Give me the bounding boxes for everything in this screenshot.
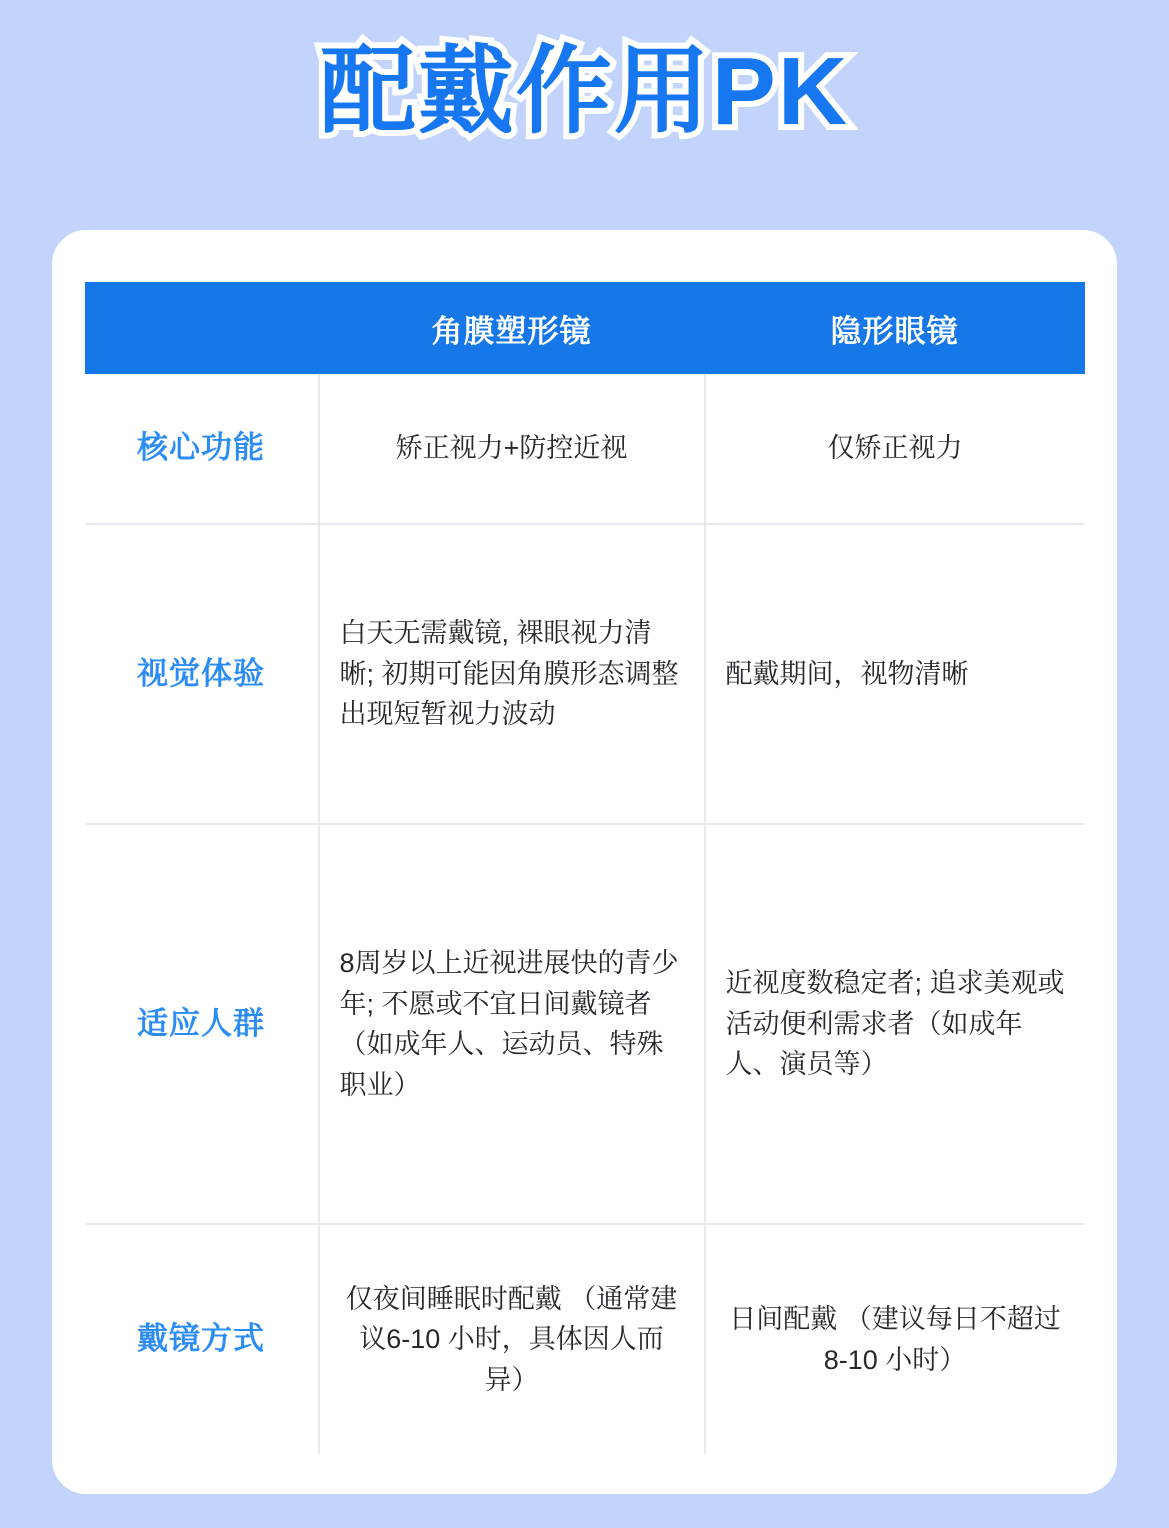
- table-row: [85, 1224, 1085, 1454]
- table-row: [85, 824, 1085, 1224]
- header-contact-lens: 隐形眼镜: [705, 282, 1085, 374]
- comparison-card: [52, 230, 1117, 1494]
- table-body: [85, 374, 1085, 1454]
- row-label-visual-experience: 视觉体验: [85, 524, 319, 824]
- row-label-wearing-method: 戴镜方式: [85, 1224, 319, 1454]
- cell-wearing-method-contact-lens: 日间配戴 （建议每日不超过 8-10 小时）: [705, 1224, 1085, 1454]
- cell-visual-experience-contact-lens: 配戴期间，视物清晰: [705, 524, 1085, 824]
- cell-visual-experience-ortho-k: 白天无需戴镜, 裸眼视力清晰; 初期可能因角膜形态调整出现短暂视力波动: [319, 524, 705, 824]
- header-ortho-k: 角膜塑形镜: [319, 282, 705, 374]
- row-label-target-group: 适应人群: [85, 824, 319, 1224]
- cell-core-function-contact-lens: 仅矫正视力: [827, 433, 963, 464]
- page-title: 配戴作用PK: [319, 38, 850, 145]
- table-row: [85, 524, 1085, 824]
- table-header-row: [85, 282, 1085, 374]
- cell-wearing-method-ortho-k: 仅夜间睡眠时配戴 （通常建议6-10 小时，具体因人而异）: [319, 1224, 705, 1454]
- table-row: [85, 374, 1085, 524]
- comparison-table: [85, 282, 1085, 1454]
- cell-target-group-contact-lens: 近视度数稳定者; 追求美观或活动便利需求者（如成年人、演员等）: [705, 824, 1085, 1224]
- row-label-core-function: 核心功能: [85, 374, 319, 524]
- title-block: [0, 38, 1169, 145]
- cell-target-group-ortho-k: 8周岁以上近视进展快的青少年; 不愿或不宜日间戴镜者（如成年人、运动员、特殊职业）: [319, 824, 705, 1224]
- table-header: [85, 282, 1085, 374]
- cell-core-function-ortho-k: 矫正视力+防控近视: [319, 374, 705, 524]
- header-corner-cell: [85, 282, 319, 374]
